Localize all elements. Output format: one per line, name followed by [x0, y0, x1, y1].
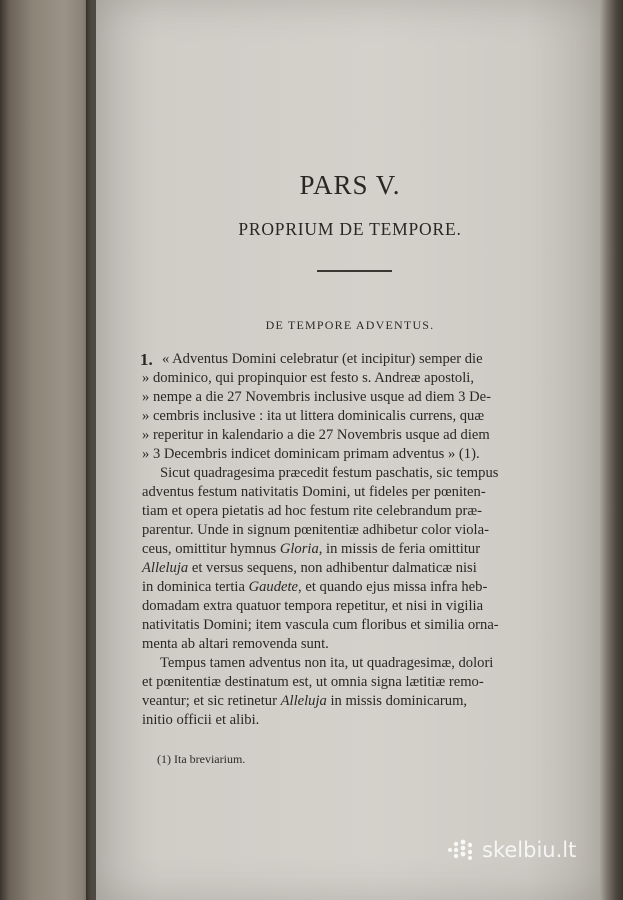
body-line: » 3 Decembris indicet dominicam primam adventus » (1). — [142, 446, 480, 462]
body-line: domadam extra quatuor tempora repetitur, et nisi in vigilia — [142, 598, 484, 614]
body-line: tiam et opera pietatis ad hoc festum rite celebrandum præ- — [142, 503, 482, 519]
body-line: » cembris inclusive : ita ut littera dominicalis currens, quæ — [142, 408, 485, 424]
body-line: menta ab altari removenda sunt. — [142, 636, 329, 652]
body-line: parentur. Unde in signum pœnitentiæ adhibetur color viola- — [142, 522, 489, 538]
right-page-edge — [600, 0, 623, 900]
dots-logo-icon — [446, 839, 476, 861]
part-subtitle: PROPRIUM DE TEMPORE. — [238, 219, 462, 239]
watermark-text: skelbiu.lt — [482, 838, 577, 862]
footnote: (1) Ita breviarium. — [157, 752, 246, 766]
body-line: veantur; et sic retinetur Alleluja in missis dominicarum, — [142, 693, 468, 709]
watermark — [446, 838, 576, 862]
body-line: Alleluja et versus sequens, non adhibentur dalmaticæ nisi — [142, 560, 477, 576]
body-line: » dominico, qui propinquior est festo s. Andreæ apostoli, — [142, 370, 474, 386]
body-line: ceus, omittitur hymnus Gloria, in missis de feria omittitur — [142, 541, 481, 557]
paragraph-number: 1. — [140, 350, 153, 369]
body-line: » reperitur in kalendario a die 27 Novembris usque ad diem — [142, 427, 490, 443]
body-line: adventus festum nativitatis Domini, ut fideles per pœniten- — [142, 484, 486, 500]
title-divider — [317, 270, 392, 272]
body-line: initio officii et alibi. — [142, 712, 260, 728]
body-line: et pœnitentiæ destinatum est, ut omnia signa lætitiæ remo- — [142, 674, 484, 690]
body-line: Sicut quadragesima præcedit festum paschatis, sic tempus — [160, 465, 499, 481]
body-line: « Adventus Domini celebratur (et incipitur) semper die — [162, 351, 483, 367]
body-line: Tempus tamen adventus non ita, ut quadragesimæ, dolori — [160, 655, 494, 671]
section-heading: DE TEMPORE ADVENTUS. — [265, 318, 435, 332]
left-page-edge — [0, 0, 92, 900]
body-line: » nempe a die 27 Novembris inclusive usque ad diem 3 De- — [142, 389, 491, 405]
part-title: PARS V. — [299, 170, 401, 200]
body-line: in dominica tertia Gaudete, et quando ejus missa infra heb- — [142, 579, 488, 595]
body-line: nativitatis Domini; item vascula cum floribus et similia orna- — [142, 617, 499, 633]
